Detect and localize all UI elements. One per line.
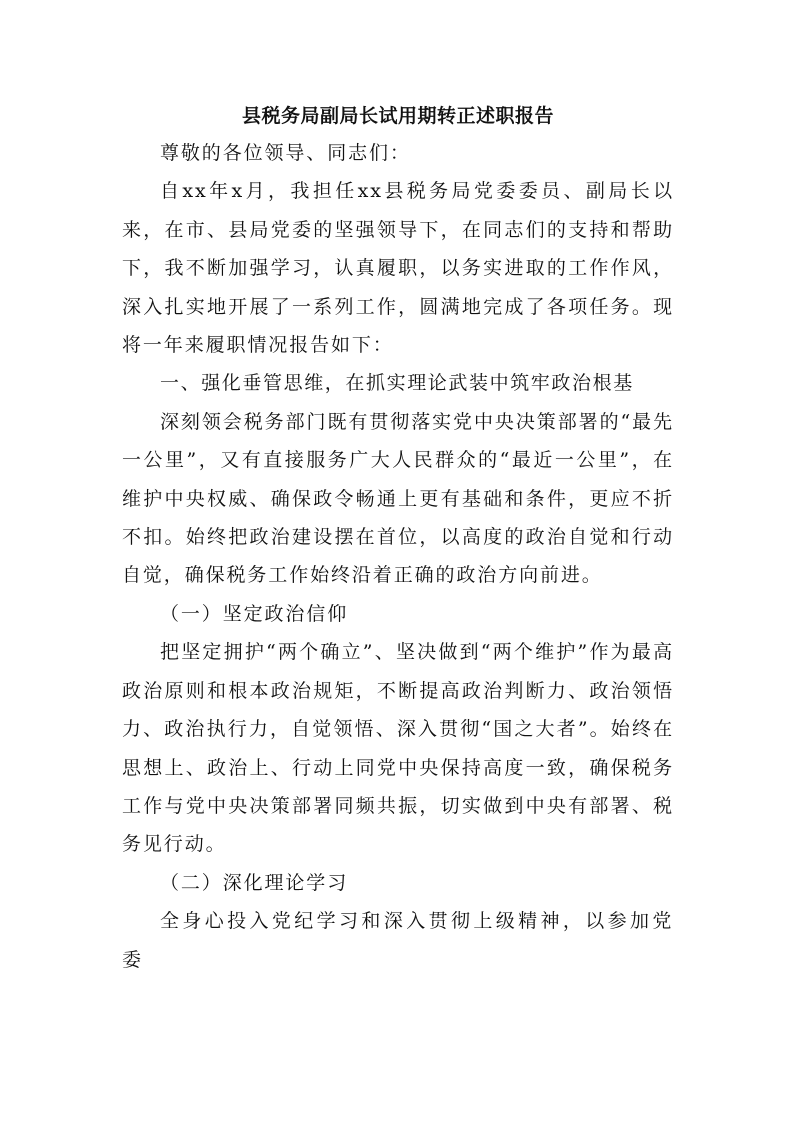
subsection-heading-2: （二）深化理论学习	[160, 871, 349, 894]
subsection-2-paragraph: 全身心投入党纪学习和深入贯彻上级精神，以参加党委	[122, 910, 674, 971]
subsection-heading-1: （一）坚定政治信仰	[160, 602, 349, 625]
subsection-1-paragraph: 把坚定拥护“两个确立”、坚决做到“两个维护”作为最高政治原则和根本政治规矩，不断提高政治判断力、政治领悟力、政治执行力，自觉领悟、深入贯彻“国之大者”。始终在思想上、政治上、行动上同党中央保持高度一致，确保税务工作与党中央决策部署同频共振，切实做到中央有部署、税务见行动。	[122, 641, 674, 856]
document-title: 县税务局副局长试用期转正述职报告	[241, 105, 554, 127]
intro-paragraph: 自xx年x月，我担任xx县税务局党委委员、副局长以来，在市、县局党委的坚强领导下，在同志们的支持和帮助下，我不断加强学习，认真履职，以务实进取的工作作风，深入扎实地开展了一系列工作，圆满地完成了各项任务。现将一年来履职情况报告如下：	[122, 180, 674, 357]
section-1-paragraph: 深刻领会税务部门既有贯彻落实党中央决策部署的“最先一公里”，又有直接服务广大人民群众的“最近一公里”，在维护中央权威、确保政令畅通上更有基础和条件，更应不折不扣。始终把政治建设摆在首位，以高度的政治自觉和行动自觉，确保税务工作始终沿着正确的政治方向前进。	[122, 410, 674, 587]
salutation-paragraph: 尊敬的各位领导、同志们：	[160, 142, 411, 164]
section-heading-1: 一、强化垂管思维，在抓实理论武装中筑牢政治根基	[160, 372, 634, 395]
document-body	[122, 98, 674, 979]
